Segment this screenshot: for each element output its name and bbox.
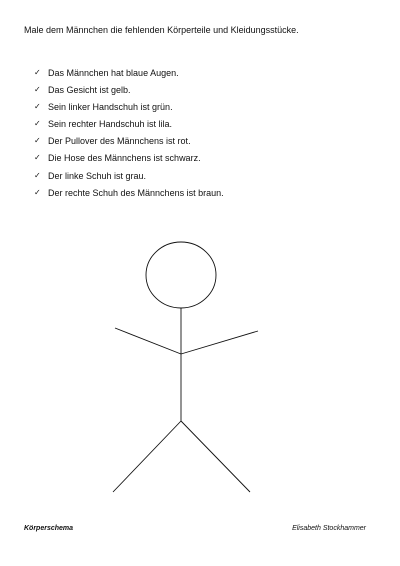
- checklist-item-text: Sein rechter Handschuh ist lila.: [48, 119, 173, 130]
- checklist-item-text: Die Hose des Männchens ist schwarz.: [48, 153, 201, 164]
- checkmark-icon: ✓: [34, 170, 41, 180]
- instruction-text: Male dem Männchen die fehlenden Körperteile und Kleidungsstücke.: [24, 25, 299, 35]
- checklist-item-text: Das Männchen hat blaue Augen.: [48, 68, 179, 78]
- checkmark-icon: ✓: [34, 85, 41, 95]
- checkmark-icon: ✓: [34, 187, 41, 197]
- checkmark-icon: ✓: [34, 136, 41, 146]
- checkmark-icon: ✓: [34, 102, 41, 112]
- stick-figure-right-leg: [181, 421, 250, 492]
- checklist-item-text: Der rechte Schuh des Männchens ist braun.: [48, 187, 224, 198]
- stick-figure-right-arm: [181, 331, 258, 354]
- checkmark-icon: ✓: [34, 119, 41, 129]
- checkmark-icon: ✓: [34, 68, 41, 77]
- checklist-item-text: Sein linker Handschuh ist grün.: [48, 102, 173, 113]
- stick-figure-head: [146, 242, 216, 308]
- checkmark-icon: ✓: [34, 153, 41, 163]
- checklist-item-text: Das Gesicht ist gelb.: [48, 85, 131, 96]
- checklist-item-text: Der Pullover des Männchens ist rot.: [48, 136, 191, 147]
- footer-title: Körperschema: [24, 525, 74, 532]
- stick-figure-left-arm: [115, 328, 181, 354]
- stick-figure-left-leg: [113, 421, 181, 492]
- footer-author: Elisabeth Stockhammer: [292, 525, 366, 532]
- checklist-item-text: Der linke Schuh ist grau.: [48, 170, 147, 181]
